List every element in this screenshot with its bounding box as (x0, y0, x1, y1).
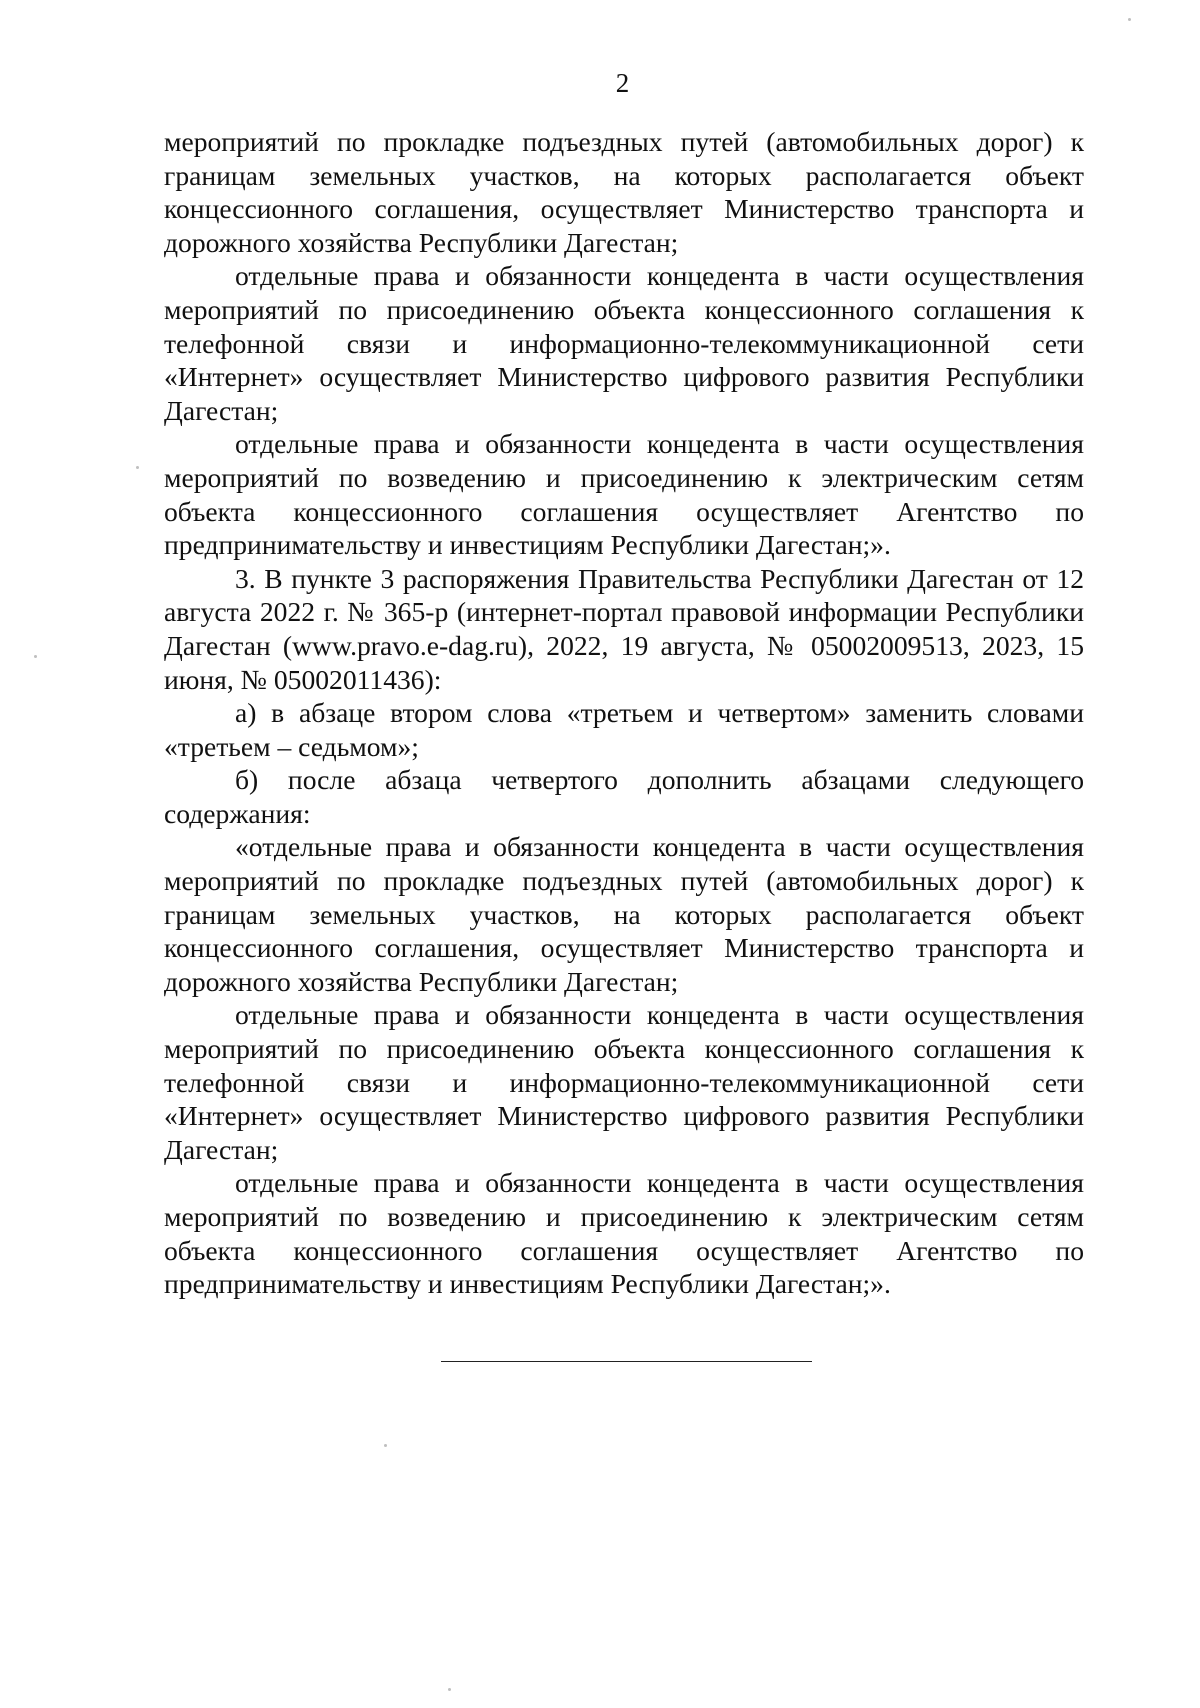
page-number: 2 (615, 68, 630, 98)
paragraph-quoted-electric: отдельные права и обязанности концедента в части осуществления мероприятий по возведению и присоединению к электрическим сетям объекта концессионного соглашения осуществляет Агентство по предпринимательству и инвестициям Республики Дагестан;». (164, 1167, 1084, 1300)
paragraph-continuation: мероприятий по прокладке подъездных путей (автомобильных дорог) к границам земельных участков, на которых располагается объект концессионного соглашения, осуществляет Министерство транспорта и дорожного хозяйства Республики Дагестан; (164, 126, 1084, 258)
scan-speck (448, 1688, 451, 1691)
paragraph-digital-ministry: отдельные права и обязанности концедента в части осуществления мероприятий по присоединению объекта концессионного соглашения к телефонной связи и информационно-телекоммуникационной сети «Интернет» осуществляет Министерство цифрового развития Республики Дагестан; (164, 260, 1084, 426)
paragraph-quoted-roads: «отдельные права и обязанности концедента в части осуществления мероприятий по прокладке подъездных путей (автомобильных дорог) к границам земельных участков, на которых располагается объект концессионного соглашения, осуществляет Министерство транспорта и дорожного хозяйства Республики Дагестан; (164, 831, 1084, 997)
paragraph-subitem-a: а) в абзаце втором слова «третьем и четвертом» заменить словами «третьем – седьмом»; (164, 697, 1084, 762)
paragraph-item-3: 3. В пункте 3 распоряжения Правительства Республики Дагестан от 12 августа 2022 г. № 365-р (интернет-портал правовой информации Республики Дагестан (www.pravo.e-dag.ru), 2022, 19 августа, № 05002009513, 2023, 15 июня, № 05002011436): (164, 562, 1084, 695)
scan-speck (136, 466, 139, 469)
scan-speck (1128, 18, 1131, 21)
paragraph-subitem-b: б) после абзаца четвертого дополнить абзацами следующего содержания: (164, 764, 1084, 829)
document-body (164, 125, 1084, 1301)
scan-speck (384, 1444, 387, 1447)
paragraph-quoted-digital: отдельные права и обязанности концедента в части осуществления мероприятий по присоединению объекта концессионного соглашения к телефонной связи и информационно-телекоммуникационной сети «Интернет» осуществляет Министерство цифрового развития Республики Дагестан; (164, 999, 1084, 1165)
end-separator-line (441, 1361, 812, 1362)
scan-speck (34, 655, 37, 658)
paragraph-agency-electric: отдельные права и обязанности концедента в части осуществления мероприятий по возведению и присоединению к электрическим сетям объекта концессионного соглашения осуществляет Агентство по предпринимательству и инвестициям Республики Дагестан;». (164, 428, 1084, 561)
